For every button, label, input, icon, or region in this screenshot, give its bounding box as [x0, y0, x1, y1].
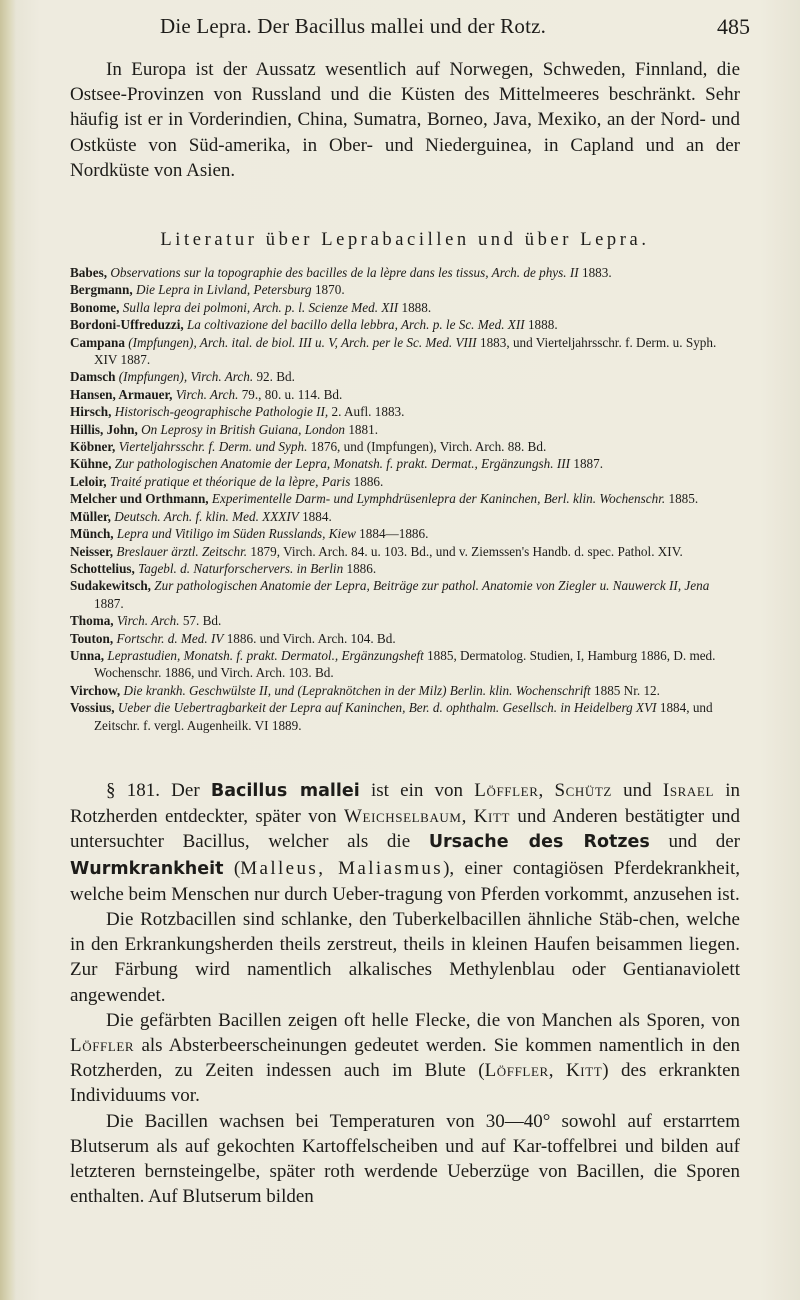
text-run: und — [611, 780, 663, 801]
reference-author: Hansen, Armauer, — [70, 386, 173, 402]
text-run: Der — [159, 780, 211, 801]
author-kitt: Kitt — [473, 806, 511, 828]
running-header — [160, 10, 750, 42]
reference-details: 1881. — [345, 421, 378, 437]
reference-author: Bonome, — [70, 299, 120, 315]
text-run: als Absterbeerscheinungen gedeutet werden. Sie kommen namentlich in den Rotzherden, zu Zeiten indessen auch im Blute ( — [70, 1035, 740, 1082]
text-run: , — [461, 806, 474, 828]
reference-author: Thoma, — [70, 613, 114, 629]
reference-entry — [70, 647, 740, 682]
reference-work: (Impfungen), Arch. ital. de biol. III u. V, Arch. per le Sc. Med. VIII — [128, 334, 477, 350]
reference-work: Traité pratique et théorique de la lèpre, Paris — [109, 473, 351, 489]
reference-details: 1884—1886. — [355, 526, 429, 542]
reference-details: 92. Bd. — [253, 369, 295, 385]
reference-author: Sudakewitsch, — [70, 578, 151, 594]
section-paragraph-1 — [70, 778, 740, 907]
reference-details: 1884, und Zeitschr. f. vergl. Augenheilk. VI 1889. — [94, 700, 713, 733]
reference-work: Experimentelle Darm- und Lymphdrüsenlepra der Kaninchen, Berl. klin. Wochenschr. — [211, 491, 666, 507]
reference-author: Campana — [70, 334, 125, 350]
reference-details: 1879, Virch. Arch. 84. u. 103. Bd., und v. Ziemssen's Handb. d. spec. Pathol. XIV. — [247, 543, 683, 559]
reference-details: 1883. — [578, 265, 612, 280]
reference-details: 1888. — [524, 317, 558, 333]
reference-details: 1870. — [311, 282, 345, 298]
reference-author: Hillis, John, — [70, 421, 138, 437]
reference-author: Babes, — [70, 265, 108, 280]
reference-entry — [70, 560, 740, 577]
reference-entry — [70, 699, 740, 734]
text-run: ), einer contagiösen Pferdekrankheit, welche beim Menschen nur durch Ueber-tragung von Pferden vorkommt, anzusehen ist. — [70, 857, 741, 905]
section-paragraph-3 — [70, 1008, 740, 1109]
reference-author: Virchow, — [70, 682, 121, 698]
intro-paragraph: In Europa ist der Aussatz wesentlich auf Norwegen, Schweden, Finnland, die Ostsee-Provinzen von Russland und die Küsten des Mittelmeeres beschränkt. Sehr häufig ist er in Vorderindien, China, Sumatra, Borneo, Java, Mexiko, an der Nord- und Ostküste von Süd-amerika, in Ober- und Niederguinea, in Capland und an der Nordküste von Asien. — [70, 59, 740, 181]
reference-author: Touton, — [70, 630, 114, 646]
reference-entry — [70, 508, 740, 525]
section-181 — [70, 778, 740, 1209]
reference-entry — [70, 368, 740, 385]
text-run: ( — [223, 857, 241, 879]
page-binding-edge — [0, 0, 16, 1300]
reference-details: 1883, und Vierteljahrsschr. f. Derm. u. Syph. XIV 1887. — [94, 334, 717, 368]
section-paragraph-4: Die Bacillen wachsen bei Temperaturen von 30—40° sowohl auf erstarrtem Blutserum als auf gekochten Kartoffelscheiben und auf Kar-toffelbrei und bilden auf letzteren bernsteingelbe, später roth werdende Ueberzüge von Bacillen, die Sporen enthalten. Auf Blutserum bilden — [70, 1110, 740, 1208]
reference-work: La coltivazione del bacillo della lebbra, Arch. p. le Sc. Med. XII — [186, 317, 525, 333]
text-run: , — [548, 1060, 566, 1082]
reference-entry — [70, 438, 740, 455]
reference-entry — [70, 490, 740, 507]
section-number: § 181. — [106, 780, 160, 801]
reference-entry — [70, 630, 740, 647]
reference-work: (Impfungen), Virch. Arch. — [118, 369, 254, 385]
reference-entry — [70, 525, 740, 542]
reference-entry — [70, 281, 740, 298]
author-loeffler: Löffler — [474, 780, 539, 801]
reference-entry — [70, 577, 740, 612]
reference-work: Zur pathologischen Anatomie der Lepra, Monatsh. f. prakt. Dermat., Ergänzungsh. III — [114, 456, 571, 472]
reference-details: 79., 80. u. 114. Bd. — [238, 386, 343, 402]
reference-author: Kühne, — [70, 456, 112, 472]
reference-entry — [70, 403, 740, 420]
text-run: Die gefärbten Bacillen zeigen oft helle Flecke, die von Manchen als Sporen, von — [106, 1009, 740, 1031]
reference-work: Tagebl. d. Naturforschervers. in Berlin — [138, 560, 344, 576]
reference-author: Melcher und Orthmann, — [70, 491, 209, 507]
reference-details: 1885, Dermatolog. Studien, I, Hamburg 1886, D. med. Wochenschr. 1886, und Virch. Arch. 103. Bd. — [94, 647, 716, 681]
reference-author: Köbner, — [70, 439, 116, 455]
section-paragraph-2: Die Rotzbacillen sind schlanke, den Tuberkelbacillen ähnliche Stäb-chen, welche in den Erkrankungsherden theils zerstreut, theils in kleinen Haufen beisammen liegen. Zur Färbung wird namentlich alkalisches Methylenblau oder Gentianaviolett angewendet. — [70, 909, 740, 1006]
reference-details: 57. Bd. — [179, 613, 222, 629]
reference-work: Sulla lepra dei polmoni, Arch. p. l. Scienze Med. XII — [122, 299, 399, 315]
text-run: , — [538, 780, 555, 801]
reference-details: 1885. — [665, 491, 699, 507]
reference-entry — [70, 334, 740, 369]
reference-entry — [70, 386, 740, 403]
reference-entry — [70, 264, 740, 281]
reference-author: Müller, — [70, 508, 111, 524]
ursache-term: Ursache des Rotzes — [428, 832, 650, 853]
reference-work: Leprastudien, Monatsh. f. prakt. Dermatol., Ergänzungsheft — [107, 647, 424, 663]
bacillus-term: Bacillus mallei — [210, 781, 360, 801]
reference-details: 1887. — [94, 595, 124, 611]
reference-entry — [70, 543, 740, 560]
text-run: und der — [649, 831, 740, 853]
reference-work: Die Lepra in Livland, Petersburg — [135, 282, 312, 298]
reference-entry — [70, 421, 740, 438]
reference-work: Observations sur la topographie des bacilles de la lèpre dans les tissus, Arch. de phys. II — [110, 265, 579, 280]
reference-details: 1888. — [398, 299, 432, 315]
reference-entry — [70, 473, 740, 490]
reference-work: Lepra und Vitiligo im Süden Russlands, Kiew — [116, 526, 356, 542]
reference-details: 1887. — [570, 456, 604, 472]
author-israel: Israel — [662, 780, 715, 801]
reference-author: Bergmann, — [70, 282, 133, 298]
author-loeffler: Löffler — [70, 1035, 135, 1057]
reference-work: Deutsch. Arch. f. klin. Med. XXXIV — [114, 508, 299, 524]
reference-author: Hirsch, — [70, 404, 112, 420]
reference-entry — [70, 612, 740, 629]
text-run: und Anderen bestätigter und untersuchter Bacillus, welcher als die — [70, 806, 740, 853]
reference-entry — [70, 316, 740, 333]
reference-author: Unna, — [70, 647, 105, 663]
author-schuetz: Schütz — [554, 780, 612, 801]
reference-work: Die krankh. Geschwülste II, und (Lepraknötchen in der Milz) Berlin. klin. Wochenschrift — [123, 682, 591, 698]
text-run: ) des erkrankten Individuums vor. — [70, 1060, 741, 1107]
reference-author: Neisser, — [70, 543, 114, 559]
reference-details: 2. Aufl. 1883. — [328, 404, 405, 420]
reference-details: 1886. — [350, 473, 384, 489]
reference-details: 1886. — [343, 560, 377, 576]
reference-list — [70, 264, 740, 734]
reference-details: 1886. und Virch. Arch. 104. Bd. — [223, 630, 396, 646]
reference-work: Fortschr. d. Med. IV — [116, 630, 224, 646]
reference-author: Vossius, — [70, 700, 115, 716]
author-weichselbaum: Weichselbaum — [344, 806, 462, 828]
reference-work: Zur pathologischen Anatomie der Lepra, Beiträge zur pathol. Anatomie von Ziegler u. Nauwerck II, Jena — [154, 578, 710, 594]
malleus-term: Malleus, Maliasmus — [240, 857, 444, 879]
reference-work: Virch. Arch. — [116, 613, 180, 629]
reference-work: On Leprosy in British Guiana, London — [141, 421, 346, 437]
running-title: Die Lepra. Der Bacillus mallei und der Rotz. — [160, 14, 547, 38]
reference-details: 1885 Nr. 12. — [590, 682, 660, 698]
literature-heading: Literatur über Leprabacillen und über Lepra. — [160, 230, 650, 250]
reference-entry — [70, 682, 740, 699]
reference-work: Ueber die Uebertragbarkeit der Lepra auf Kaninchen, Ber. d. ophthalm. Gesellsch. in Heidelberg XVI — [117, 700, 657, 716]
author-loeffler: Löffler — [484, 1060, 549, 1082]
wurmkrankheit-term: Wurmkrankheit — [70, 858, 224, 879]
text-run: ist ein von — [359, 780, 475, 801]
reference-author: Bordoni-Uffreduzzi, — [70, 317, 184, 333]
reference-work: Virch. Arch. — [175, 386, 239, 402]
reference-author: Schottelius, — [70, 560, 135, 576]
reference-details: 1884. — [298, 508, 332, 524]
reference-author: Leloir, — [70, 473, 107, 489]
reference-details: 1876, und (Impfungen), Virch. Arch. 88. Bd. — [307, 439, 547, 455]
reference-author: Damsch — [70, 369, 116, 385]
reference-entry — [70, 455, 740, 472]
author-kitt: Kitt — [565, 1060, 603, 1082]
reference-work: Vierteljahrsschr. f. Derm. und Syph. — [118, 439, 308, 455]
reference-work: Historisch-geographische Pathologie II, — [114, 404, 329, 420]
intro-section — [70, 57, 740, 183]
reference-entry — [70, 299, 740, 316]
reference-work: Breslauer ärztl. Zeitschr. — [116, 543, 248, 559]
text-run: in Rotzherden entdeckter, später von — [70, 780, 741, 828]
page-number: 485 — [717, 14, 750, 39]
reference-author: Münch, — [70, 526, 114, 542]
